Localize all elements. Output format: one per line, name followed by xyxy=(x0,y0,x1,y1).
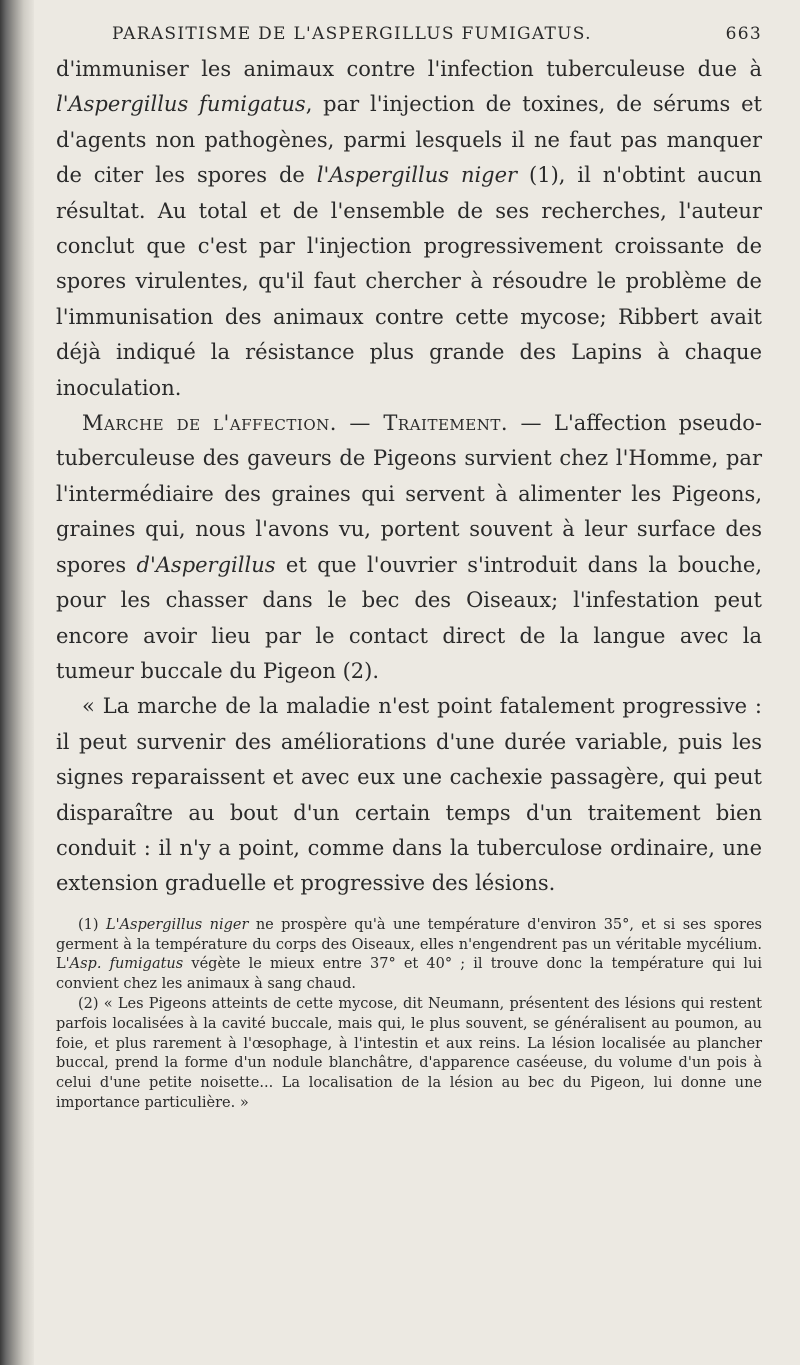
footnote-2: (2) « Les Pigeons atteints de cette mycose, dit Neumann, présentent des lésions qui restent parfois localisées à la cavité buccale, mais qui, le plus souvent, se généralisent au poumon, au foie, et plus rarement à l'œsophage, à l'intestin et aux reins. La lésion localisée au plancher buccal, prend la forme d'un nodule blanchâtre, d'apparence caséeuse, du volume d'un pois à celui d'une petite noisette... La localisation de la lésion au bec du Pigeon, lui donne une importance particulière. » xyxy=(56,995,762,1111)
paragraph-marche-affection: Marche de l'affection. — Traitement. — L'affection pseudo-tuberculeuse des gaveurs de Pigeons survient chez l'Homme, par l'intermédiaire des graines qui servent à alimenter les Pigeons, graines qui, nous l'avons vu, portent souvent à leur surface des spores d'Aspergillus et que l'ouvrier s'introduit dans la bouche, pour les chasser dans le bec des Oiseaux; l'infestation peut encore avoir lieu par le contact direct de la langue avec la tumeur buccale du Pigeon (2). xyxy=(56,411,763,683)
body-text xyxy=(56,52,762,902)
footnotes xyxy=(56,916,762,1114)
page-number: 663 xyxy=(725,24,762,44)
page-header xyxy=(56,16,762,50)
footnote-1: (1) L'Aspergillus niger ne prospère qu'à une température d'environ 35°, et si ses spores germent à la température du corps des Oiseaux, elles n'engendrent pas un véritable mycélium. L'Asp. fumigatus végète le mieux entre 37° et 40° ; il trouve donc la température qui lui convient chez les animaux à sang chaud. xyxy=(56,916,762,993)
paragraph-quotation: « La marche de la maladie n'est point fatalement progressive : il peut survenir des améliorations d'une durée variable, puis les signes reparaissent et avec eux une cachexie passagère, qui peut disparaître au bout d'un certain temps d'un traitement bien conduit : il n'y a point, comme dans la tuberculose ordinaire, une extension graduelle et progressive des lésions. xyxy=(56,694,762,896)
running-title: PARASITISME DE L'ASPERGILLUS FUMIGATUS. xyxy=(112,24,592,44)
paragraph-immunisation: d'immuniser les animaux contre l'infection tuberculeuse due à l'Aspergillus fumigatus, par l'injection de toxines, de sérums et d'agents non pathogènes, parmi lesquels il ne faut pas manquer de citer les spores de l'Aspergillus niger (1), il n'obtint aucun résultat. Au total et de l'ensemble de ses recherches, l'auteur conclut que c'est par l'injection progressivement croissante de spores virulentes, qu'il faut chercher à résoudre le problème de l'immunisation des animaux contre cette mycose; Ribbert avait déjà indiqué la résistance plus grande des Lapins à chaque inoculation. xyxy=(56,57,763,400)
book-page xyxy=(56,16,762,1114)
book-binding-shadow xyxy=(0,0,34,1365)
section-heading: Marche de l'affection. — Traitement. — xyxy=(82,411,543,436)
